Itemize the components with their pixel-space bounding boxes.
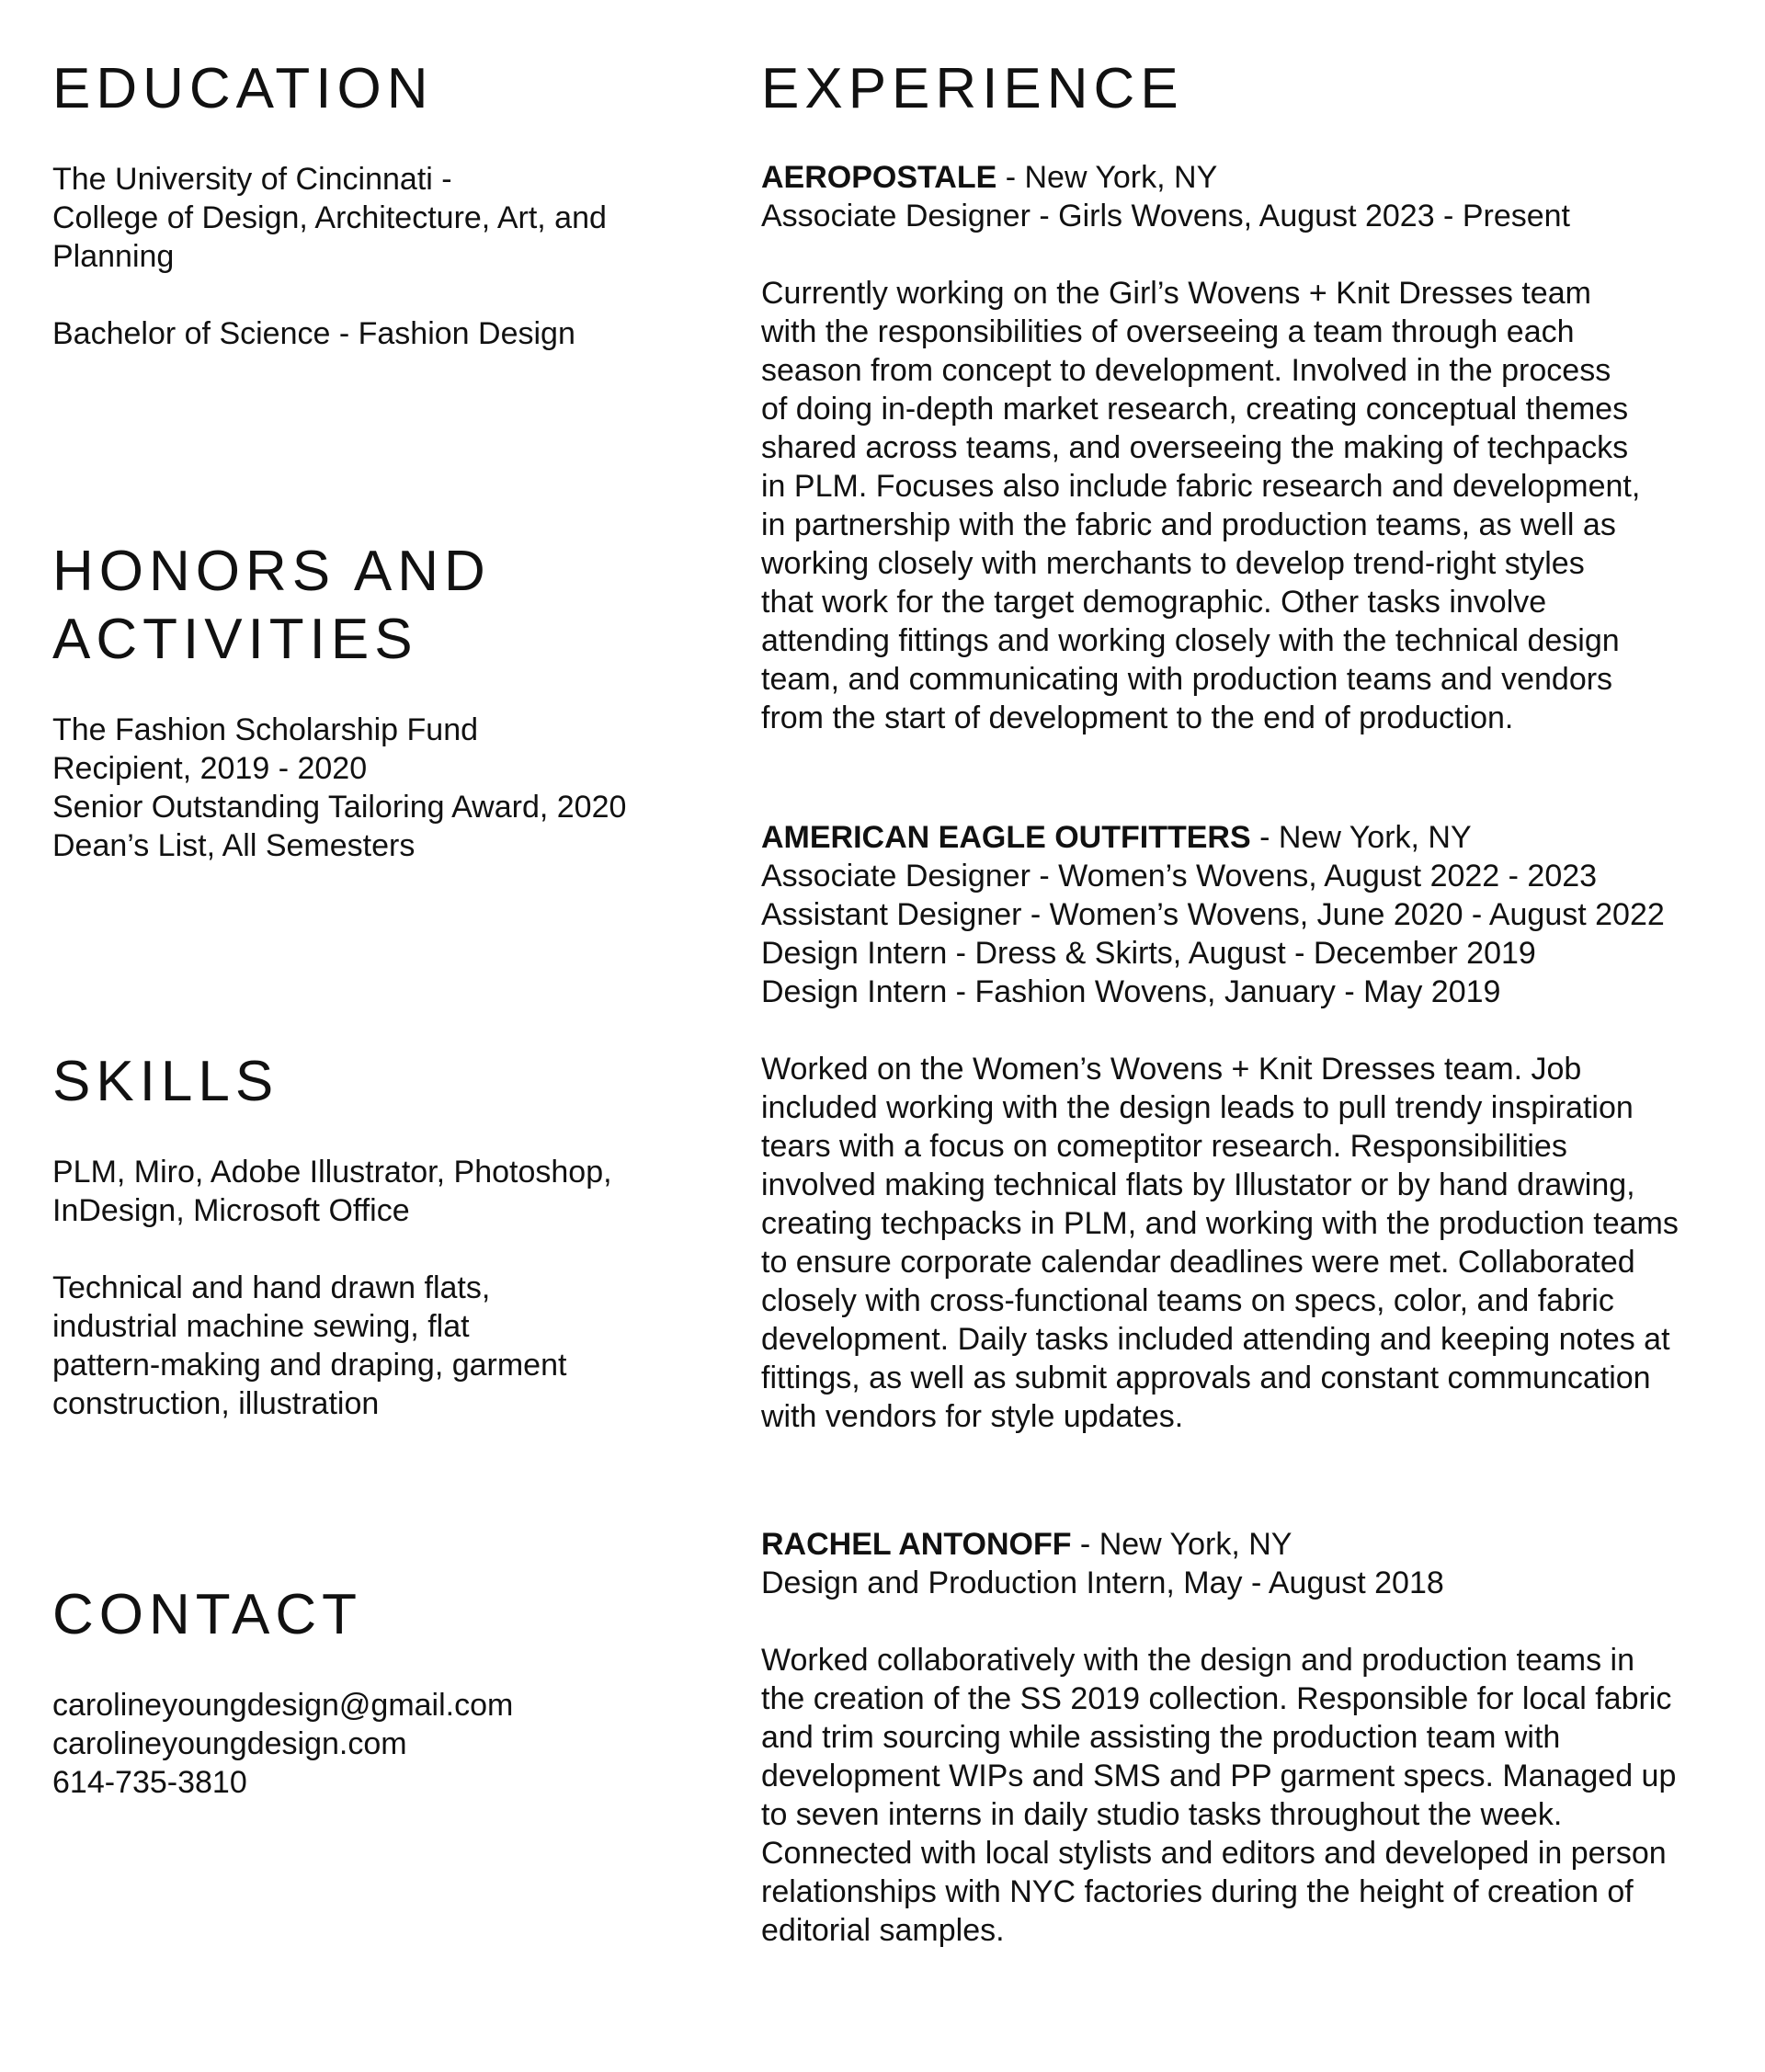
education-line: The University of Cincinnati -	[52, 162, 452, 197]
skills-software-line: InDesign, Microsoft Office	[52, 1193, 410, 1228]
education-degree: Bachelor of Science - Fashion Design	[52, 316, 575, 351]
job-description-line: closely with cross-functional teams on specs, color, and fabric	[761, 1283, 1614, 1318]
company-location: - New York, NY	[1071, 1527, 1292, 1562]
company-location: - New York, NY	[1250, 820, 1472, 855]
job-description-line: team, and communicating with production teams and vendors	[761, 662, 1613, 697]
honors-heading	[52, 538, 714, 674]
job-description-line: development. Daily tasks included attending and keeping notes at	[761, 1322, 1670, 1357]
skills-technical-line: Technical and hand drawn flats,	[52, 1270, 491, 1305]
job-description-line: tears with a focus on comeptitor research. Responsibilities	[761, 1129, 1567, 1164]
job-role: Design and Production Intern, May - August 2018	[761, 1565, 1444, 1600]
job-description-line: from the start of development to the end of production.	[761, 700, 1514, 735]
job-description-line: working closely with merchants to develop trend-right styles	[761, 546, 1585, 581]
contact-details	[52, 1686, 714, 1802]
job-description-line: shared across teams, and overseeing the making of techpacks	[761, 430, 1629, 465]
company-name: AEROPOSTALE	[761, 160, 997, 195]
education-line: College of Design, Architecture, Art, and	[52, 200, 607, 235]
skills-section	[52, 1048, 714, 1423]
job-description-line: of doing in-depth market research, creating conceptual themes	[761, 392, 1629, 427]
job-entry-rachel-antonoff	[761, 1525, 1745, 1950]
job-description-line: Worked on the Women’s Wovens + Knit Dresses team. Job	[761, 1052, 1582, 1087]
experience-heading: EXPERIENCE	[761, 57, 1184, 120]
job-description-line: that work for the target demographic. Other tasks involve	[761, 585, 1547, 620]
job-role: Assistant Designer - Women’s Wovens, June 2020 - August 2022	[761, 897, 1665, 932]
job-description-line: the creation of the SS 2019 collection. Responsible for local fabric	[761, 1681, 1672, 1716]
job-description-line: creating techpacks in PLM, and working with the production teams	[761, 1206, 1679, 1241]
job-description-line: Connected with local stylists and editors and developed in person	[761, 1836, 1667, 1871]
contact-heading: CONTACT	[52, 1583, 363, 1646]
job-description-line: fittings, as well as submit approvals and constant communcation	[761, 1360, 1651, 1395]
job-description-line: and trim sourcing while assisting the production team with	[761, 1720, 1561, 1755]
honors-section	[52, 538, 714, 865]
job-description-line: with vendors for style updates.	[761, 1399, 1184, 1434]
job-description-line: editorial samples.	[761, 1913, 1005, 1948]
honors-item: The Fashion Scholarship Fund	[52, 712, 479, 747]
skills-technical-line: industrial machine sewing, flat	[52, 1309, 470, 1344]
job-title-line	[761, 818, 1745, 857]
skills-list	[52, 1153, 714, 1423]
job-description-line: involved making technical flats by Illustator or by hand drawing,	[761, 1167, 1635, 1202]
education-line: Planning	[52, 239, 175, 274]
job-description-line: season from concept to development. Involved in the process	[761, 353, 1611, 388]
skills-heading: SKILLS	[52, 1050, 279, 1113]
education-heading: EDUCATION	[52, 57, 434, 120]
contact-website[interactable]: carolineyoungdesign.com	[52, 1726, 407, 1761]
skills-technical-line: pattern-making and draping, garment	[52, 1348, 567, 1383]
honors-heading-line: HONORS AND	[52, 540, 491, 603]
honors-item: Senior Outstanding Tailoring Award, 2020	[52, 790, 627, 825]
job-description-line: in partnership with the fabric and production teams, as well as	[761, 507, 1616, 542]
contact-phone[interactable]: 614-735-3810	[52, 1765, 247, 1800]
job-description-line: with the responsibilities of overseeing a team through each	[761, 314, 1575, 349]
company-name: AMERICAN EAGLE OUTFITTERS	[761, 820, 1251, 855]
job-role: Associate Designer - Girls Wovens, August 2023 - Present	[761, 199, 1570, 233]
contact-section	[52, 1581, 714, 1802]
job-title-line	[761, 1525, 1745, 1564]
company-location: - New York, NY	[996, 160, 1218, 195]
honors-item: Recipient, 2019 - 2020	[52, 751, 368, 786]
job-description-line: relationships with NYC factories during the height of creation of	[761, 1874, 1634, 1909]
job-description-line: attending fittings and working closely with the technical design	[761, 623, 1620, 658]
honors-list	[52, 711, 714, 865]
job-role: Design Intern - Fashion Wovens, January - May 2019	[761, 974, 1501, 1009]
contact-email[interactable]: carolineyoungdesign@gmail.com	[52, 1688, 514, 1723]
job-description-line: in PLM. Focuses also include fabric research and development,	[761, 469, 1641, 504]
job-description-line: Currently working on the Girl’s Wovens + Knit Dresses team	[761, 276, 1591, 311]
honors-item: Dean’s List, All Semesters	[52, 828, 416, 863]
job-description-line: included working with the design leads to pull trendy inspiration	[761, 1090, 1634, 1125]
honors-heading-line: ACTIVITIES	[52, 608, 418, 671]
job-role: Associate Designer - Women’s Wovens, August 2022 - 2023	[761, 859, 1598, 894]
education-section	[52, 55, 714, 353]
education-school	[52, 160, 714, 353]
company-name: RACHEL ANTONOFF	[761, 1527, 1072, 1562]
skills-technical-line: construction, illustration	[52, 1386, 380, 1421]
job-description-line: Worked collaboratively with the design and production teams in	[761, 1643, 1635, 1678]
job-description-line: development WIPs and SMS and PP garment specs. Managed up	[761, 1759, 1677, 1793]
job-entry-aeropostale	[761, 158, 1745, 737]
skills-software-line: PLM, Miro, Adobe Illustrator, Photoshop,	[52, 1155, 612, 1190]
job-entry-american-eagle	[761, 818, 1745, 1436]
job-description-line: to seven interns in daily studio tasks throughout the week.	[761, 1797, 1563, 1832]
job-title-line	[761, 158, 1745, 197]
job-description-line: to ensure corporate calendar deadlines were met. Collaborated	[761, 1245, 1635, 1280]
job-role: Design Intern - Dress & Skirts, August - December 2019	[761, 936, 1536, 971]
